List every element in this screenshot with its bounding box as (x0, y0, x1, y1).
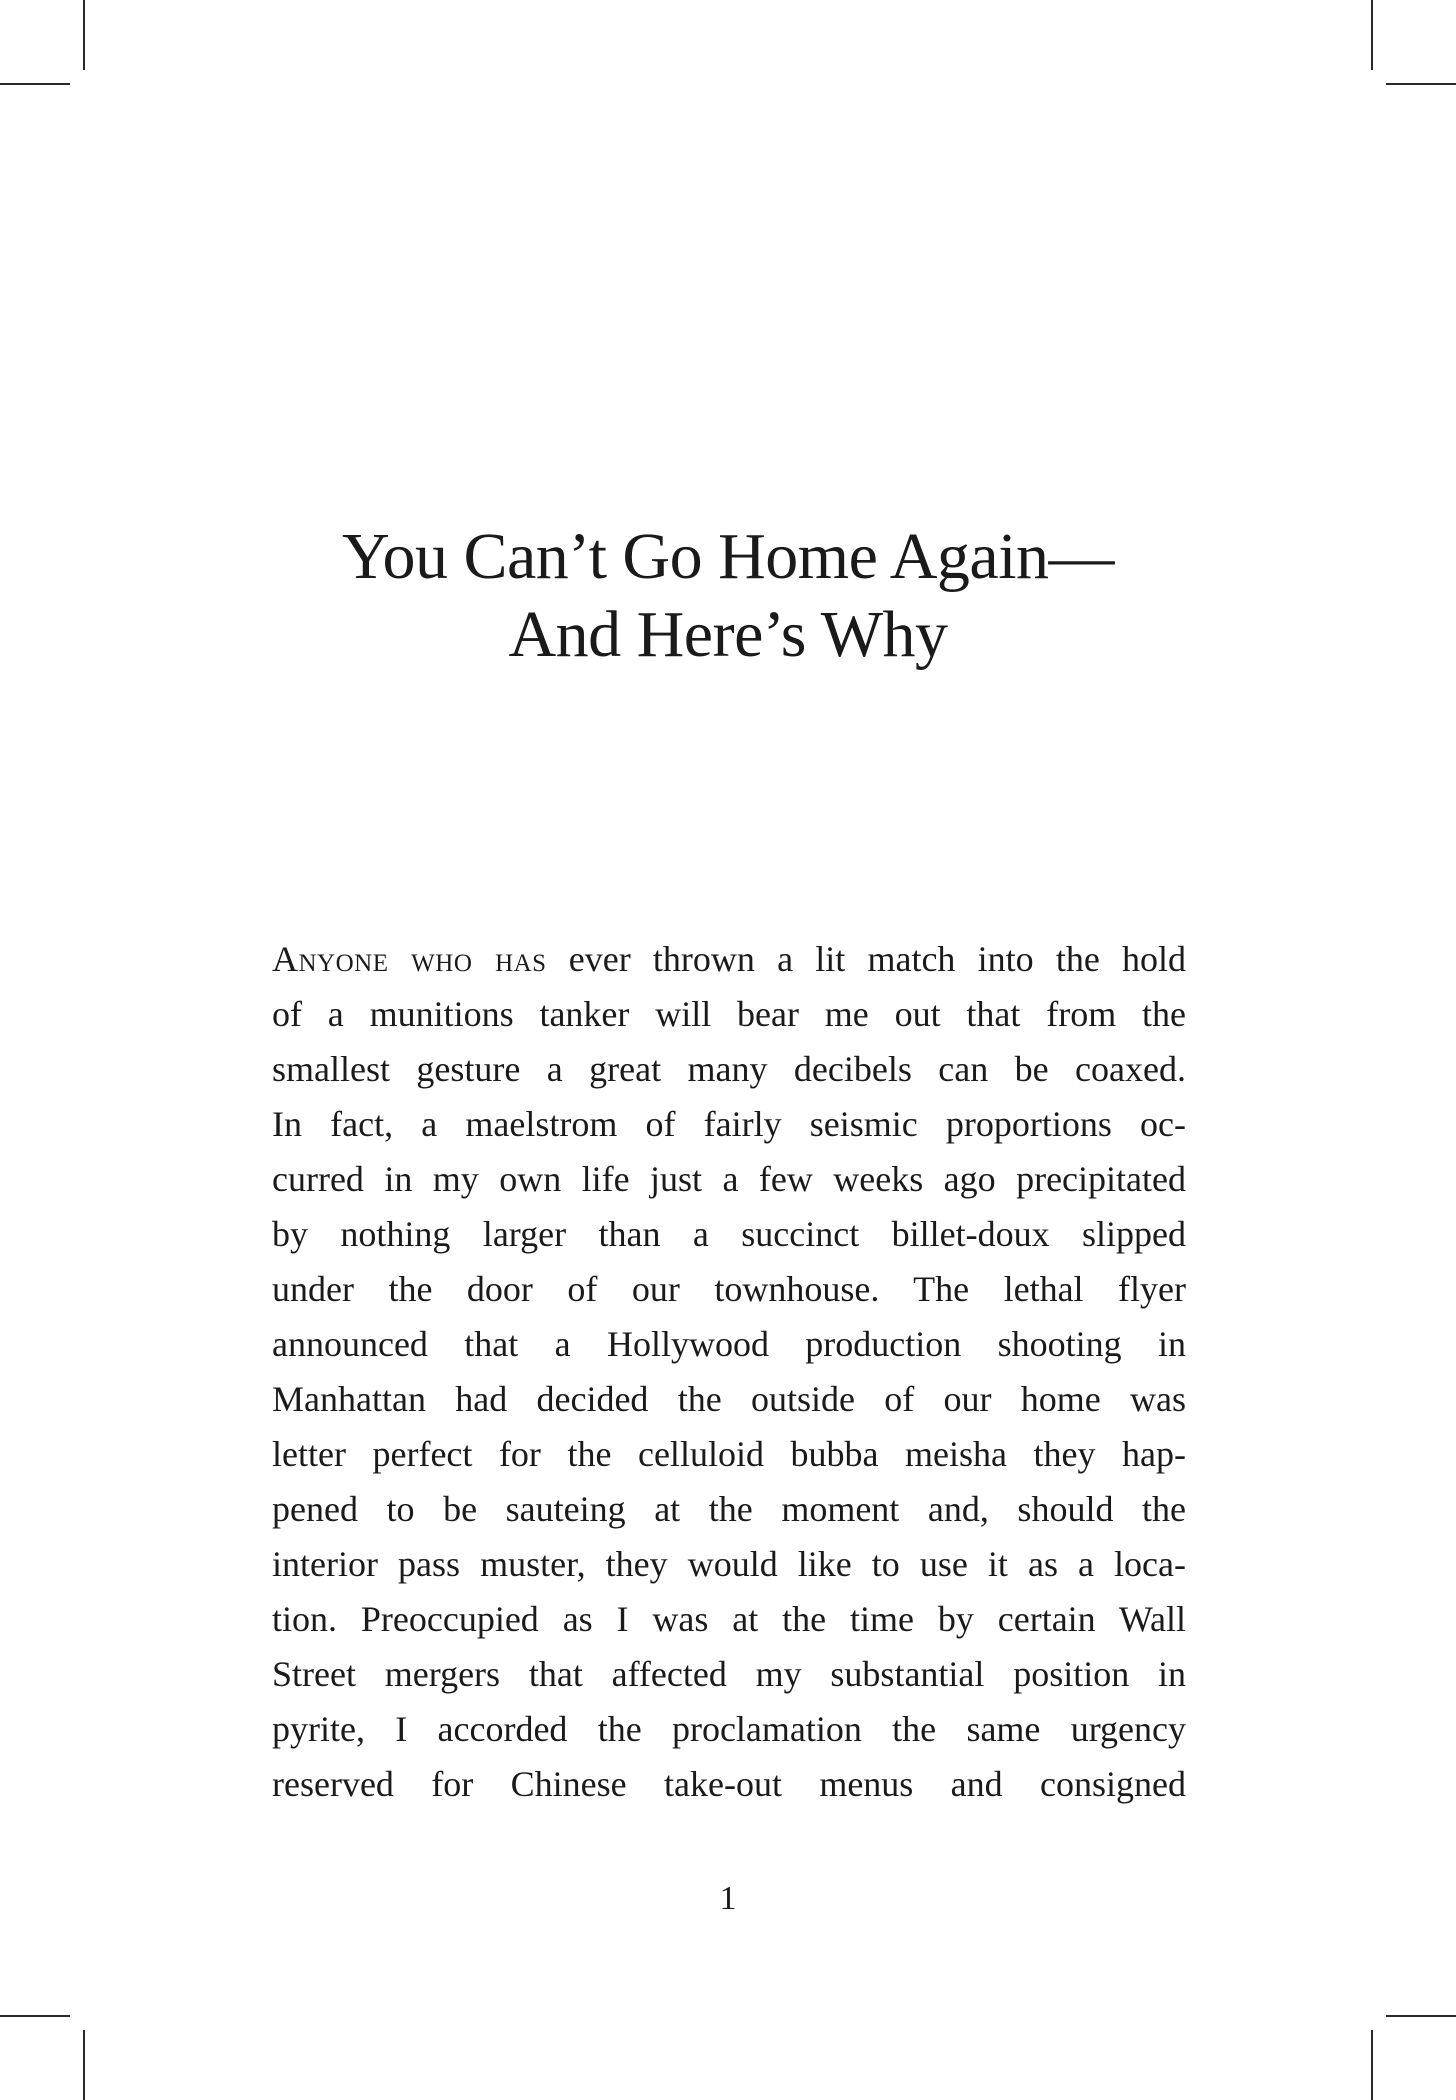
body-line: Manhattan had decided the outside of our home was (272, 1379, 1186, 1419)
body-line: letter perfect for the celluloid bubba meisha they hap- (272, 1434, 1186, 1474)
crop-mark-top-right-horizontal (1386, 83, 1456, 85)
body-line: of a munitions tanker will bear me out that from the (272, 994, 1186, 1034)
body-line-first (272, 932, 1186, 987)
lead-in-smallcaps: Anyone who has (272, 939, 547, 979)
body-line: curred in my own life just a few weeks ago precipitated (272, 1159, 1186, 1199)
crop-mark-bottom-right-vertical (1371, 2030, 1373, 2100)
body-line: reserved for Chinese take-out menus and consigned (272, 1764, 1186, 1804)
body-line: pyrite, I accorded the proclamation the same urgency (272, 1709, 1186, 1749)
body-line: under the door of our townhouse. The lethal flyer (272, 1269, 1186, 1309)
body-paragraph (272, 932, 1186, 1812)
chapter-title-line-2: And Here’s Why (508, 598, 948, 671)
chapter-title (0, 518, 1456, 674)
body-line: smallest gesture a great many decibels can be coaxed. (272, 1049, 1186, 1089)
body-line: tion. Preoccupied as I was at the time by certain Wall (272, 1599, 1186, 1639)
crop-mark-top-left-horizontal (0, 83, 70, 85)
chapter-title-line-1: You Can’t Go Home Again— (341, 520, 1115, 593)
crop-mark-bottom-left-horizontal (0, 2015, 70, 2017)
first-line-rest: ever thrown a lit match into the hold (546, 939, 1186, 979)
crop-mark-top-right-vertical (1371, 0, 1373, 70)
body-line: interior pass muster, they would like to use it as a loca- (272, 1544, 1186, 1584)
crop-mark-top-left-vertical (83, 0, 85, 70)
body-line: Street mergers that affected my substantial position in (272, 1654, 1186, 1694)
crop-mark-bottom-left-vertical (83, 2030, 85, 2100)
crop-mark-bottom-right-horizontal (1386, 2015, 1456, 2017)
body-line: announced that a Hollywood production shooting in (272, 1324, 1186, 1364)
body-line: by nothing larger than a succinct billet-doux slipped (272, 1214, 1186, 1254)
body-line: In fact, a maelstrom of fairly seismic proportions oc- (272, 1104, 1186, 1144)
body-line: pened to be sauteing at the moment and, should the (272, 1489, 1186, 1529)
page-number: 1 (719, 1880, 737, 1917)
